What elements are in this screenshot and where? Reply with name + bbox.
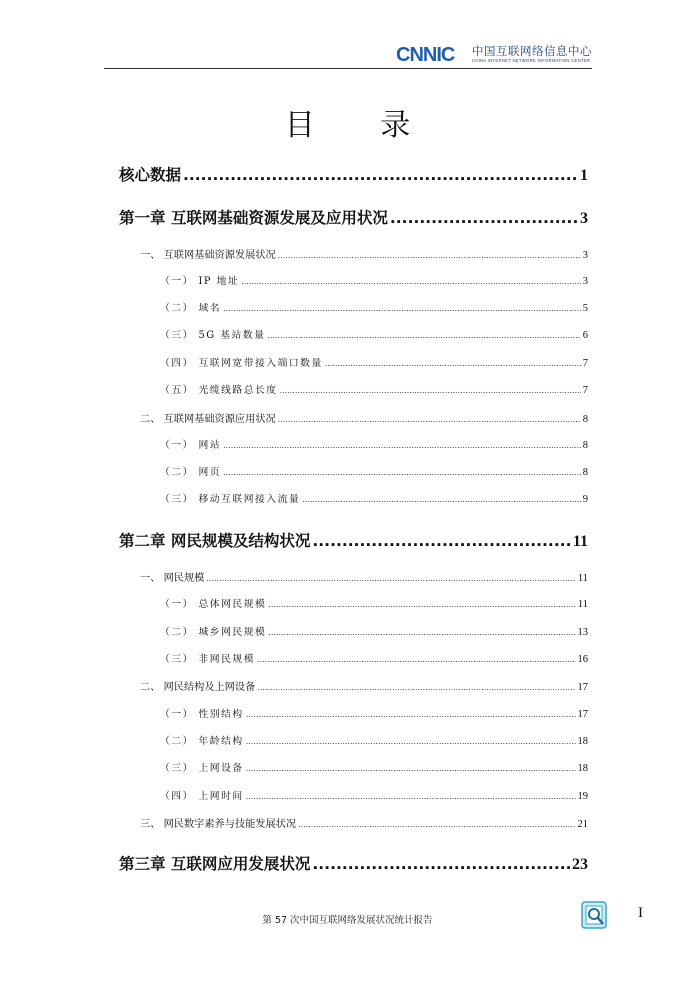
toc-entry-title: 一、 互联网基础资源发展状况 [140,250,276,261]
toc-dot-leader [267,331,580,340]
toc-entry-page: 23 [572,856,588,873]
toc-entry[interactable] [140,678,588,693]
toc-entry-title: （一） IP 地址 [160,276,240,287]
toc-entry-page: 11 [572,533,588,550]
page-title: 目 录 [284,108,439,143]
toc-entry-title: （二） 年龄结构 [160,736,244,747]
toc-entry[interactable] [160,327,588,341]
toc-entry-title: （四） 互联网宽带接入端口数量 [160,358,323,369]
toc-dot-leader [246,737,576,746]
toc-entry-page: 8 [582,467,588,478]
toc-entry-title: （三） 移动互联网接入流量 [160,494,301,505]
header-divider [104,68,592,69]
cnnic-logo-mark-icon [396,44,468,64]
toc-dot-leader [278,415,581,424]
magnifier-report-icon [580,900,610,932]
toc-entry-page: 6 [582,330,588,341]
toc-entry-page: 13 [577,627,588,638]
toc-entry[interactable] [160,788,588,802]
toc-entry[interactable] [160,382,588,396]
org-name-cn: 中国互联网络信息中心 [472,44,592,58]
toc-entry-title: （二） 域名 [160,303,222,314]
toc-dot-leader [312,855,570,873]
toc-entry-title: （五） 光缆线路总长度 [160,385,278,396]
toc-dot-leader [298,820,575,829]
toc-entry-page: 9 [582,494,588,505]
toc-dot-leader [241,277,581,286]
svg-text:CNNIC: CNNIC [396,44,455,64]
toc-entry-page: 18 [577,763,588,774]
toc-dot-leader [246,792,576,801]
toc-dot-leader [280,386,581,395]
toc-entry-title: （四） 上网时间 [160,791,244,802]
toc-entry-title: 一、 网民规模 [140,573,205,584]
toc-dot-leader [325,359,581,368]
toc-entry[interactable] [160,464,588,478]
toc-entry-page: 7 [582,385,588,396]
toc-entry-page: 8 [582,440,588,451]
toc-entry-page: 3 [582,276,588,287]
toc-entry-page: 3 [580,210,588,227]
toc-dot-leader [390,209,578,227]
toc-dot-leader [223,468,581,477]
toc-entry[interactable] [160,760,588,774]
toc-entry-title: （一） 网站 [160,440,222,451]
toc-dot-leader [312,532,570,550]
toc-entry[interactable] [119,206,588,228]
toc-entry-page: 8 [582,414,588,425]
toc-entry[interactable] [160,733,588,747]
toc-entry-page: 17 [577,682,588,693]
toc-entry[interactable] [160,437,588,451]
toc-dot-leader [268,600,576,609]
toc-entry[interactable] [160,651,588,665]
toc-entry[interactable] [160,355,588,369]
toc-dot-leader [246,764,576,773]
toc-entry[interactable] [140,569,588,584]
toc-entry-title: 第二章 网民规模及结构状况 [119,532,311,550]
toc-entry-page: 18 [577,736,588,747]
toc-dot-leader [278,251,581,260]
page-header [104,44,592,68]
toc-entry-page: 1 [580,167,588,184]
toc-entry-page: 21 [577,819,588,830]
toc-entry[interactable] [140,410,588,425]
toc-dot-leader [223,441,581,450]
toc-dot-leader [257,683,575,692]
toc-dot-leader [302,495,581,504]
toc-entry-title: （二） 网页 [160,467,222,478]
toc-entry[interactable] [160,706,588,720]
toc-entry[interactable] [119,529,588,551]
toc-entry-page: 17 [577,709,588,720]
toc-entry[interactable] [160,596,588,610]
toc-entry[interactable] [160,300,588,314]
toc-dot-leader [223,304,581,313]
toc-entry-page: 3 [582,250,588,261]
toc-dot-leader [257,655,576,664]
footer-report-title: 第 57 次中国互联网络发展状况统计报告 [262,915,433,926]
toc-entry-page: 11 [577,599,588,610]
toc-entry-title: （二） 城乡网民规模 [160,627,267,638]
toc-entry-title: 第三章 互联网应用发展状况 [119,855,311,873]
toc-entry-title: 第一章 互联网基础资源发展及应用状况 [119,209,388,227]
cnnic-logo [396,44,592,64]
toc-entry-title: 二、 网民结构及上网设备 [140,682,256,693]
toc-dot-leader [206,574,576,583]
toc-entry-title: （三） 5G 基站数量 [160,330,266,341]
toc-entry-title: （三） 非网民规模 [160,654,255,665]
org-name-en: CHINA INTERNET NETWORK INFORMATION CENTER [472,58,591,63]
toc-entry-page: 7 [582,358,588,369]
toc-dot-leader [183,166,578,184]
toc-entry[interactable] [160,491,588,505]
toc-entry-page: 11 [577,573,588,584]
toc-dot-leader [246,710,576,719]
toc-entry[interactable] [119,163,588,185]
toc-entry-title: （一） 性别结构 [160,709,244,720]
toc-entry-title: （一） 总体网民规模 [160,599,267,610]
toc-entry[interactable] [140,815,588,830]
toc-entry[interactable] [160,624,588,638]
toc-entry[interactable] [160,273,588,287]
toc-entry-page: 16 [577,654,588,665]
toc-entry[interactable] [119,852,588,874]
toc-entry-title: 三、 网民数字素养与技能发展状况 [140,819,297,830]
toc-entry-page: 5 [582,303,588,314]
page-number: I [638,905,643,921]
toc-entry-title: 核心数据 [119,166,182,184]
toc-entry-page: 19 [577,791,588,802]
toc-entry-title: 二、 互联网基础资源应用状况 [140,414,276,425]
toc-entry-title: （三） 上网设备 [160,763,244,774]
toc-entry[interactable] [140,246,588,261]
toc-dot-leader [268,628,575,637]
